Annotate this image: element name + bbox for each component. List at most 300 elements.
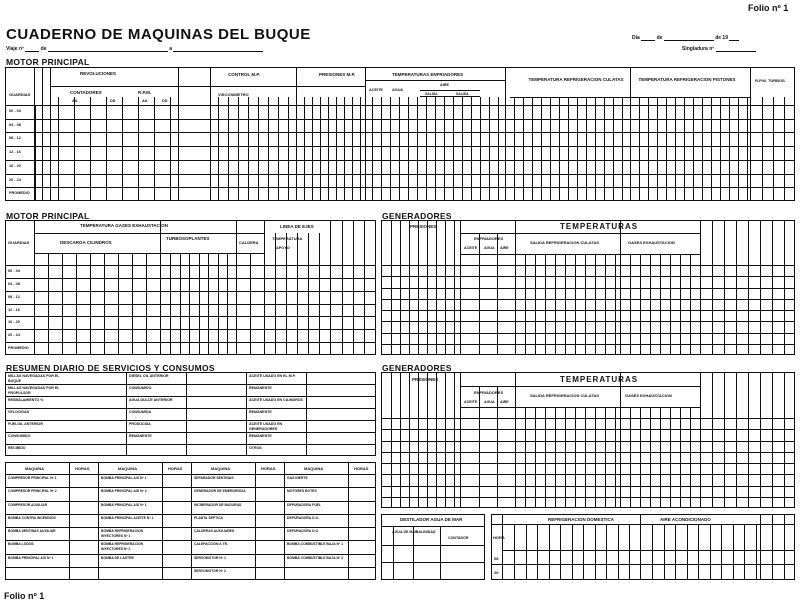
month-field[interactable] <box>664 34 714 41</box>
machine-name: SERVOMOTOR Nº 1 <box>194 555 226 560</box>
machine-name: DEPURADORA D.O. <box>287 515 320 520</box>
main-engine-col-line <box>559 97 560 201</box>
gen2-col-line <box>497 386 498 508</box>
exhaust-row-label: PROMEDIO <box>8 346 29 351</box>
exhaust-row-line <box>5 304 376 305</box>
main-engine-col-line <box>170 97 171 201</box>
main-engine-col-line <box>58 97 59 201</box>
exhaust-row-line <box>5 278 376 279</box>
refrig-col-line <box>618 524 619 580</box>
machines-col-line <box>191 462 192 580</box>
exhaust-row-line <box>5 342 376 343</box>
machine-name: BOMBA PRINCIPAL A/S Nº 1 <box>101 476 147 480</box>
gen1-col-line <box>748 220 749 355</box>
watches-header: GUARDIAS <box>9 92 31 97</box>
folio-top: Folio nº 1 <box>748 3 789 13</box>
main-engine-col-line <box>390 97 391 201</box>
refrig-col-line <box>549 524 550 580</box>
gen1-col-line <box>630 255 631 355</box>
main-engine-row-label: 04 - 08 <box>9 122 21 127</box>
machines-col-line <box>98 462 99 580</box>
turbo-rpm-header: R.P.M. TURBOS <box>755 78 785 83</box>
main-engine-row-line <box>5 160 795 161</box>
refrig-col-line <box>664 524 665 580</box>
exhaust-row-label: 20 - 24 <box>8 333 20 338</box>
machine-name: BOMBA PRINCIPAL A/D Nº 2 <box>101 489 147 494</box>
gen1-col-line <box>418 220 419 355</box>
main-engine-col-line <box>693 97 694 201</box>
machine-name: BOMBA COMBUSTIBLE BAJA Nº 1 <box>287 542 343 547</box>
gen1-row-line <box>381 333 795 334</box>
generators-title-1: GENERADORES <box>382 211 452 221</box>
gen1-pressures-header: PRESIONES <box>410 224 437 229</box>
gen1-col-line <box>535 255 536 355</box>
head-cooling-header: TEMPERATURA REFRIGERACION CULATAS <box>528 77 624 82</box>
exhaust-col-line <box>319 233 320 355</box>
viscometer-header: VISCOSIMETRO <box>218 92 249 97</box>
gen2-row-line <box>381 486 795 487</box>
main-engine-col-line <box>72 97 78 201</box>
summary-title: RESUMEN DIARIO DE SERVICIOS Y CONSUMOS <box>6 363 215 373</box>
section-main-engine-exhaust-title: MOTOR PRINCIPAL <box>6 211 90 221</box>
summary-right-label: OTROS <box>249 446 262 450</box>
main-engine-col-line <box>613 97 614 201</box>
exhaust-row-line <box>5 291 376 292</box>
main-engine-col-line <box>278 97 279 201</box>
machine-name: BOMBA LODOS <box>8 542 34 547</box>
gen2-col-line <box>650 408 651 508</box>
exhaust-col-line <box>364 220 365 355</box>
refrig-col-line <box>606 524 607 580</box>
gen1-exhaust-header: GASES EXHAUSTACION <box>628 240 675 245</box>
exhaust-row-label: 12 - 16 <box>8 307 20 312</box>
main-engine-col-line <box>666 97 667 201</box>
cylinder-discharge-header: DESCARGA CILINDROS <box>60 240 112 245</box>
gen2-col-line <box>391 372 392 508</box>
main-engine-col-line <box>523 97 524 201</box>
refrig-col-line <box>733 524 734 580</box>
machine-name: DEPURADORA D.O. <box>287 529 320 533</box>
gen2-col-line <box>479 386 480 508</box>
machine-name: BOMBA REFRIGERACION INYECTORES Nº 1 <box>101 529 144 538</box>
main-engine-col-line <box>218 97 219 201</box>
gen2-coolers-header: ENFRIADORES <box>474 390 504 395</box>
distiller-table <box>381 514 485 580</box>
gen1-col-line <box>650 255 651 355</box>
machine-name: BOMBA PRINCIPAL A/D Nº 1 <box>101 502 147 507</box>
distiller-salinity-header: SALINIDAD <box>416 530 436 534</box>
main-engine-col-line <box>471 97 472 201</box>
gen1-col-line <box>445 220 446 355</box>
main-engine-col-line <box>568 97 569 201</box>
machine-name: BOMBA SENTINAS AUXILIAR <box>8 529 56 533</box>
gen2-col-line <box>445 372 446 508</box>
main-engine-col-line <box>288 97 289 201</box>
refrig-col-line <box>698 524 699 580</box>
summary-right-label: ACEITE USADO EN CILINDROS <box>249 398 303 402</box>
main-engine-col-line <box>399 97 400 201</box>
gen1-temperatures-header: TEMPERATURAS <box>560 222 639 231</box>
gen1-col-line <box>640 255 641 355</box>
from-field[interactable] <box>48 45 168 52</box>
refrig-col-line <box>514 524 515 580</box>
main-engine-col-line <box>336 97 337 201</box>
main-engine-col-line <box>344 97 345 201</box>
main-engine-row-label: 12 - 16 <box>9 150 21 155</box>
gen1-col-line <box>680 255 681 355</box>
exhaust-col-line <box>218 253 219 355</box>
gen2-col-line <box>436 372 437 508</box>
machines-row-line <box>5 501 376 502</box>
main-engine-col-line <box>675 97 676 201</box>
refrig-col-line <box>744 524 745 580</box>
domestic-refrig-header: REFRIGERACION DOMESTICA <box>548 517 615 522</box>
machine-name: CALEFACCION A TR. <box>194 542 229 547</box>
gen2-row-line <box>381 463 795 464</box>
counter-aa-header: AA <box>72 99 78 103</box>
gen1-col-line <box>605 255 606 355</box>
air-outlet-header: SALIDA <box>425 92 438 96</box>
gen2-row-line <box>381 441 795 442</box>
gen1-col-line <box>690 255 691 355</box>
machine-header: MAQUINA <box>25 466 45 471</box>
main-engine-row-line <box>5 187 795 188</box>
distiller-title: DESTILADOR AGUA DE MAR <box>400 517 463 522</box>
exhaust-col-line <box>375 220 376 355</box>
rpm-header: R.P.M. <box>138 90 152 95</box>
main-engine-col-line <box>328 97 329 201</box>
year-field[interactable] <box>729 34 739 41</box>
gen1-col-line <box>497 234 498 355</box>
exhaust-col-line <box>180 253 181 355</box>
gen1-col-line <box>670 255 671 355</box>
gen2-col-line <box>760 372 761 508</box>
main-engine-row-line <box>5 132 795 133</box>
turbochargers-header: TURBOSOPLANTES <box>166 236 210 241</box>
counter-dd-header: DD <box>110 99 116 103</box>
gen2-col-line <box>784 372 785 508</box>
main-engine-col-line <box>489 97 490 201</box>
main-engine-row-line <box>5 146 795 147</box>
main-engine-col-line <box>352 97 353 201</box>
gen2-col-line <box>736 372 737 508</box>
gen2-exhaust-header: GASES EXHAUSTACION <box>625 393 672 398</box>
main-engine-row-label: PROMEDIO <box>9 191 30 196</box>
machine-header: MAQUINA <box>211 466 231 471</box>
main-engine-col-line <box>154 97 155 201</box>
rpm-dd-header: DD <box>162 99 168 103</box>
main-engine-col-line <box>462 97 463 201</box>
gen1-col-line <box>585 255 586 355</box>
gen1-col-line <box>565 255 566 355</box>
refrig-col-line <box>526 524 527 580</box>
gen2-col-line <box>712 372 713 508</box>
main-engine-row-label: 00 - 04 <box>9 109 21 113</box>
gen1-col-line <box>436 220 437 355</box>
machines-col-line <box>284 462 285 580</box>
gen2-head-cooling-header: SALIDA REFRIGERACION CULATAS <box>530 393 600 398</box>
exhaust-row-label: 04 - 08 <box>8 281 20 286</box>
main-engine-col-line <box>408 97 409 201</box>
year-label: de 19 <box>715 35 728 41</box>
gen1-row-line <box>381 310 795 311</box>
summary-mid-label: CONSUMIDO <box>129 386 152 390</box>
gen1-head-cooling-header: SALIDA REFRIGERACION CULATAS <box>530 240 600 245</box>
main-engine-col-line <box>228 97 229 201</box>
main-engine-col-line <box>268 97 269 201</box>
main-engine-col-line <box>541 97 542 201</box>
refrig-col-line <box>687 524 688 580</box>
gen2-col-line <box>772 372 773 508</box>
revolutions-header: REVOLUCIONES <box>80 71 117 76</box>
air-conditioning-header: AIRE ACONDICIONADO <box>660 517 711 522</box>
main-engine-col-line <box>684 97 685 201</box>
summary-mid-label: PRODUCIDA <box>129 422 151 426</box>
main-engine-col-line <box>586 97 587 201</box>
exhaust-row-label: 08 - 12 <box>8 294 20 299</box>
refrig-row-20: 20 <box>494 570 499 575</box>
gen2-col-line <box>615 408 616 508</box>
gen2-col-line <box>630 408 631 508</box>
main-engine-col-line <box>453 97 454 201</box>
folio-bottom: Folio nº 1 <box>4 591 45 601</box>
refrig-col-line <box>652 524 653 580</box>
exhaust-row-label: 00 - 04 <box>8 269 20 273</box>
gen1-col-line <box>660 255 661 355</box>
gen2-col-line <box>670 408 671 508</box>
gen1-row-line <box>381 276 795 277</box>
machines-row-line <box>5 514 376 515</box>
main-engine-col-line <box>480 97 481 201</box>
summary-mid-label: DIESEL OIL ANTERIOR <box>129 374 169 378</box>
refrig-col-line <box>537 524 538 580</box>
refrig-col-line <box>710 524 711 580</box>
gen2-col-line <box>585 408 586 508</box>
main-engine-col-line <box>498 97 499 201</box>
gen2-row-line <box>381 474 795 475</box>
gen1-col-line <box>712 220 713 355</box>
day-count-field[interactable] <box>716 45 756 52</box>
gen1-row-line <box>381 344 795 345</box>
refrig-row-08: 08 <box>494 556 499 561</box>
main-engine-col-line <box>648 97 649 201</box>
main-engine-col-line <box>381 97 382 201</box>
machine-name: DEPURADORA FUEL <box>287 502 321 507</box>
machines-row-line <box>5 554 376 555</box>
summary-mid-label: CONSUMIDA <box>129 410 152 414</box>
exhaust-col-line <box>62 253 63 355</box>
voyage-field[interactable] <box>25 45 39 52</box>
main-engine-col-line <box>773 97 774 201</box>
main-engine-row-label: 20 - 24 <box>9 177 21 182</box>
day-label: Día <box>632 35 640 41</box>
refrig-col-line <box>756 524 757 580</box>
refrig-col-line <box>572 524 573 580</box>
machines-col-line <box>348 462 349 580</box>
exhaust-col-line <box>199 253 200 355</box>
main-engine-col-line <box>711 97 712 201</box>
gen2-pressures-header: PRESIONES <box>412 377 439 382</box>
main-engine-col-line <box>372 97 373 201</box>
summary-right-label: ACEITE USADO EN EL M.P. <box>249 374 296 378</box>
to-field[interactable] <box>173 45 263 52</box>
exhaust-gas-header: TEMPERATURA GASES EXHAUSTACION <box>80 223 168 228</box>
gen1-row-line <box>381 299 795 300</box>
main-engine-col-line <box>784 97 785 201</box>
gen1-col-line <box>575 255 576 355</box>
day-count-label: Singladura nº <box>682 46 715 52</box>
machine-name: CALDERAS AUXILIARES <box>194 529 235 533</box>
machines-col-line <box>69 462 70 580</box>
exhaust-col-line <box>170 253 171 355</box>
gen1-water-header: AGUA <box>484 246 495 250</box>
piston-cooling-header: TEMPERATURA REFRIGERACION PISTONES <box>638 77 736 82</box>
main-engine-col-line <box>729 97 730 201</box>
gen2-col-line <box>525 408 526 508</box>
gen2-row-line <box>381 452 795 453</box>
exhaust-watches-header: GUARDIAS <box>8 240 30 245</box>
summary-left-label: MILLAS NAVEGADAS POR EL BUQUE <box>8 374 60 383</box>
main-engine-col-line <box>720 97 721 201</box>
machine-name: GAS INERTE <box>287 476 308 480</box>
summary-left-label: MILLAS NAVEGADAS POR EL PROPULSOR <box>8 386 60 395</box>
exhaust-col-line <box>250 253 251 355</box>
exhaust-col-line <box>353 220 354 355</box>
main-engine-col-line <box>138 97 139 201</box>
refrig-col-line <box>583 524 584 580</box>
gen1-col-line <box>724 220 725 355</box>
exhaust-col-line <box>132 253 133 355</box>
machines-row-line <box>5 567 376 568</box>
exhaust-col-line <box>275 233 276 355</box>
gen2-col-line <box>595 408 596 508</box>
gen2-col-line <box>605 408 606 508</box>
main-engine-col-line <box>762 97 763 201</box>
voyage-label: Viaje nº <box>6 46 24 52</box>
machines-row-line <box>5 540 376 541</box>
gen2-col-line <box>748 372 749 508</box>
gen1-col-line <box>736 220 737 355</box>
gen2-col-line <box>660 408 661 508</box>
exhaust-col-line <box>146 253 147 355</box>
gen2-col-line <box>575 408 576 508</box>
air-header: AIRE <box>440 83 450 87</box>
rpm-aa-header: AA <box>142 99 148 103</box>
gen1-air-header: AIRE <box>500 246 509 250</box>
main-engine-row-label: 08 - 12 <box>9 136 21 141</box>
summary-left-label: CONSUMIDO <box>8 434 31 438</box>
gen1-row-line <box>381 288 795 289</box>
machine-name: BOMBA PRINCIPAL ACEITE Nº 1 <box>101 515 154 520</box>
machine-name: SEPARADOR SENTINAS <box>194 476 234 480</box>
summary-right-label: ACEITE USADO EN GENERADORES <box>249 422 283 431</box>
gen1-row-line <box>381 321 795 322</box>
hours-header: HORAS <box>168 466 183 471</box>
gen2-col-line <box>680 408 681 508</box>
gen1-col-line <box>772 220 773 355</box>
main-engine-col-line <box>444 97 445 201</box>
bearing-header: APOYO <box>276 246 290 250</box>
exhaust-col-line <box>227 253 228 355</box>
exhaust-col-line <box>342 220 343 355</box>
exhaust-col-line <box>189 253 190 355</box>
gen2-col-line <box>724 372 725 508</box>
summary-right-label: REMANENTE <box>249 410 272 414</box>
refrig-col-line <box>784 514 785 580</box>
oil-header: ACEITE <box>369 88 383 92</box>
from-label: de <box>40 46 47 52</box>
machine-name: BOMBA CONTRA INCENDIOS <box>8 515 56 520</box>
machine-header: MAQUINA <box>304 466 324 471</box>
gen2-col-line <box>640 408 641 508</box>
gen1-col-line <box>391 220 392 355</box>
gen2-col-line <box>400 372 401 508</box>
gen1-oil-header: ACEITE <box>464 246 478 250</box>
summary-row-line <box>5 444 376 445</box>
main-engine-col-line <box>238 97 239 201</box>
summary-left-label: RECIBIDO <box>8 446 26 450</box>
counters-header: CONTADORES <box>70 90 102 95</box>
summary-row-line <box>5 432 376 433</box>
machine-name: GENERADOR DE EMERGENCIA <box>194 489 246 494</box>
machine-name: INCINERADOR DE BASURAS <box>194 502 242 507</box>
to-label: a <box>169 46 173 52</box>
machine-name: BOMBA COMBUSTIBLE BAJA Nº 2 <box>287 555 343 560</box>
refrig-col-line <box>675 524 676 580</box>
machine-name: COMPRESOR PRINCIPAL Nº 1 <box>8 476 57 480</box>
summary-right-label: REMANENTE <box>249 386 272 390</box>
machine-name: COMPRESOR AUXILIAR <box>8 502 48 507</box>
machine-name: BOMBA REFRIGERACION INYECTORES Nº 2 <box>101 542 144 551</box>
gen1-col-line <box>595 255 596 355</box>
main-engine-col-line <box>532 97 533 201</box>
machine-name: COMPRESOR PRINCIPAL Nº 2 <box>8 489 57 494</box>
day-field[interactable] <box>641 34 655 41</box>
exhaust-col-line <box>297 233 298 355</box>
exhaust-col-line <box>48 253 49 355</box>
date-line <box>632 34 739 41</box>
main-engine-col-line <box>604 97 605 201</box>
generators-title-2: GENERADORES <box>382 363 452 373</box>
gen2-col-line <box>418 372 419 508</box>
summary-right-label: REMANENTE <box>249 434 272 438</box>
main-engine-col-line <box>657 97 658 201</box>
main-engine-col-line <box>122 97 123 201</box>
summary-row-line <box>5 408 376 409</box>
gen1-col-line <box>479 234 480 355</box>
gen2-air-header: AIRE <box>500 400 509 404</box>
exhaust-row-line <box>5 329 376 330</box>
main-engine-col-line <box>320 97 321 201</box>
refrig-col-line <box>772 514 773 580</box>
gen1-col-line <box>400 220 401 355</box>
summary-row-line <box>5 420 376 421</box>
gen1-coolers-header: ENFRIADORES <box>474 236 504 241</box>
voyage-line <box>6 45 263 52</box>
cooler-temps-header: TEMPERATURAS ENFRIADORES <box>392 72 464 77</box>
machines-col-line <box>162 462 163 580</box>
hours-header: HORAS <box>261 466 276 471</box>
main-engine-col-line <box>738 97 739 201</box>
gen1-col-line <box>615 255 616 355</box>
summary-left-label: RESBALAMIENTO % <box>8 398 44 402</box>
main-engine-col-line <box>595 97 596 201</box>
hours-header: HORAS <box>75 466 90 471</box>
control-header: CONTROL M.P. <box>228 72 261 77</box>
distiller-seawater-header: AGUA DE MAR <box>392 530 418 534</box>
document-title: CUADERNO DE MAQUINAS DEL BUQUE <box>6 26 311 43</box>
gen1-col-line <box>555 255 556 355</box>
